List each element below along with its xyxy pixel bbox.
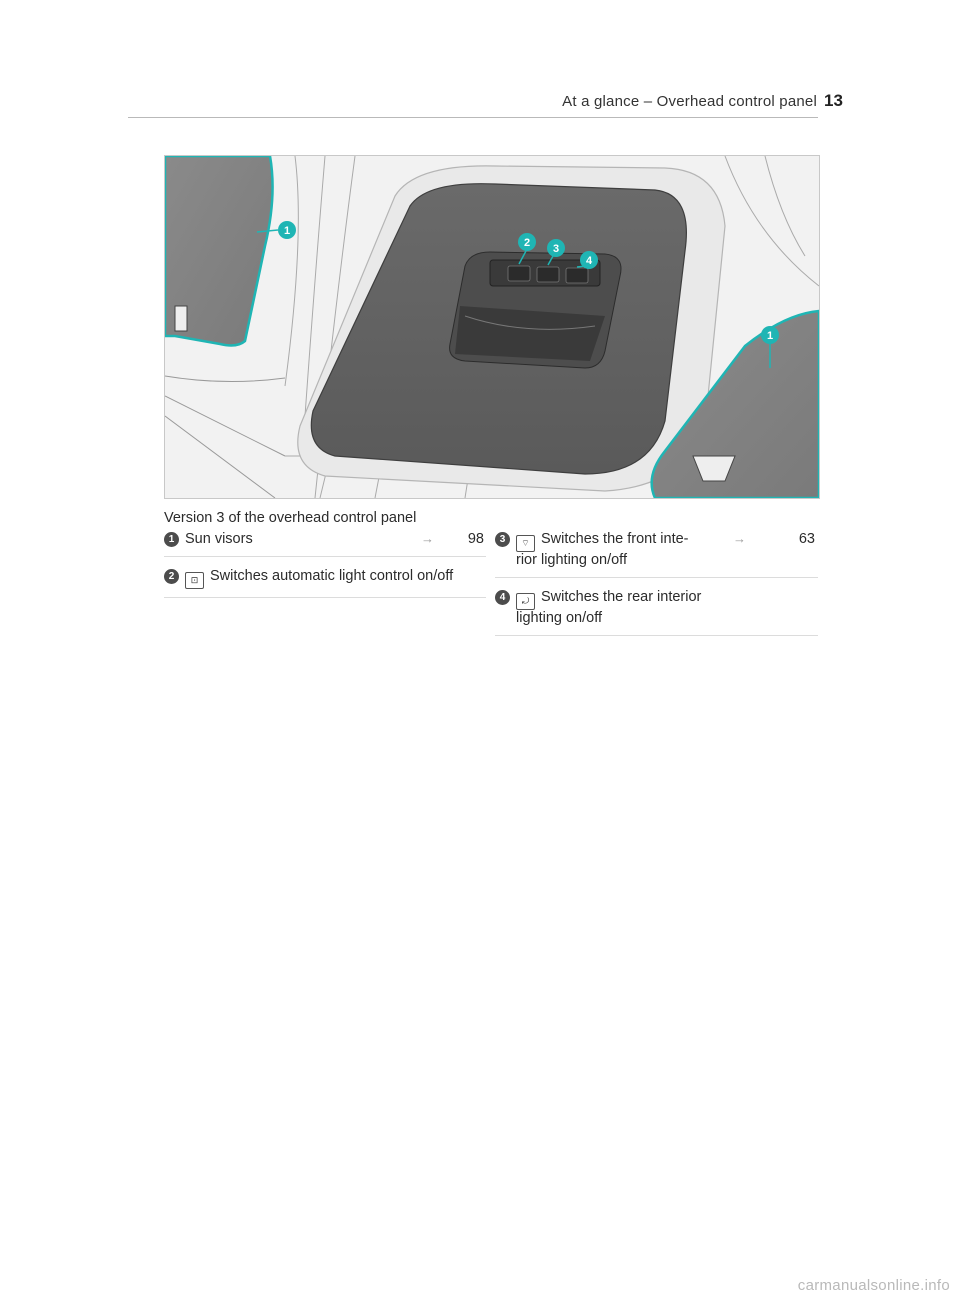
legend-text: Switches automatic light control on/off bbox=[210, 568, 454, 584]
header-divider bbox=[128, 117, 818, 118]
page-number: 13 bbox=[824, 91, 843, 110]
legend-text-line2: rior lighting on/off bbox=[516, 552, 627, 568]
callout-1-left bbox=[278, 221, 296, 239]
legend-text-line1: Switches the rear interior bbox=[541, 589, 702, 605]
legend-number-badge: 4 bbox=[495, 590, 510, 605]
legend-text-line1: Switches the front inte- bbox=[541, 531, 689, 547]
callout-3 bbox=[547, 239, 565, 257]
page-reference: 63 bbox=[798, 531, 815, 547]
legend-item-rear-interior-light bbox=[495, 586, 818, 636]
legend-right-column bbox=[495, 528, 818, 644]
svg-text:2: 2 bbox=[523, 237, 531, 249]
header-title: At a glance – Overhead control panel bbox=[562, 93, 817, 110]
figure-caption: Version 3 of the overhead control panel bbox=[164, 510, 417, 526]
legend-number-badge: 2 bbox=[164, 569, 179, 584]
svg-text:3: 3 bbox=[552, 243, 560, 255]
legend-left-column bbox=[164, 528, 486, 606]
auto-light-switch-icon: ⊡ bbox=[185, 572, 204, 589]
legend-text-line2: lighting on/off bbox=[516, 610, 602, 626]
watermark: carmanualsonline.info bbox=[797, 1277, 950, 1294]
callout-4 bbox=[580, 251, 598, 269]
callout-1-right bbox=[761, 326, 779, 344]
rear-interior-light-icon: ⤾ bbox=[516, 593, 535, 610]
callout-2 bbox=[518, 233, 536, 251]
svg-text:1: 1 bbox=[283, 225, 291, 237]
page-ref-arrow-icon: → bbox=[421, 531, 434, 546]
legend-number-badge: 3 bbox=[495, 532, 510, 547]
legend-item-sun-visors bbox=[164, 528, 486, 557]
legend-item-auto-light bbox=[164, 565, 486, 598]
legend-item-front-interior-light bbox=[495, 528, 818, 578]
page-ref-arrow-icon: → bbox=[733, 531, 746, 546]
legend-text: Sun visors bbox=[185, 531, 253, 547]
page-reference: 98 bbox=[467, 531, 484, 547]
front-interior-light-icon: ⌔ bbox=[516, 535, 535, 552]
svg-text:1: 1 bbox=[766, 330, 774, 342]
legend-number-badge: 1 bbox=[164, 532, 179, 547]
svg-text:4: 4 bbox=[585, 255, 593, 267]
overhead-panel-illustration bbox=[164, 155, 820, 499]
